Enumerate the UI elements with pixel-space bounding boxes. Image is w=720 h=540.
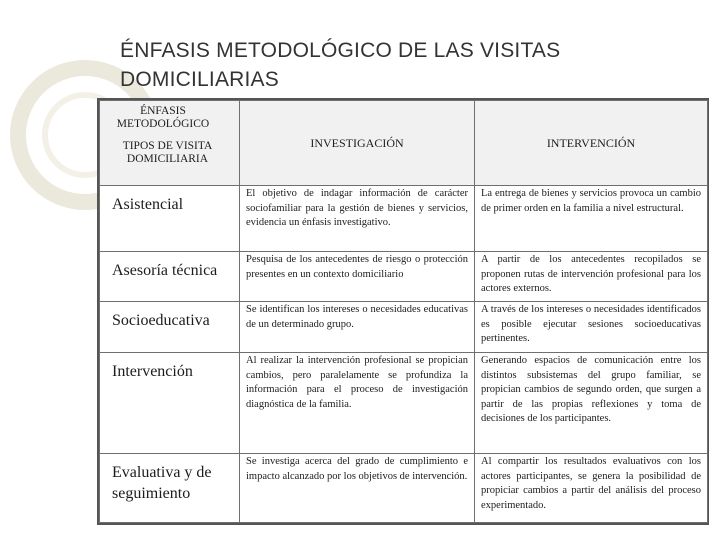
header-intervencion: INTERVENCIÓN bbox=[475, 101, 708, 186]
row-intervencion: Generando espacios de comunicación entre los distintos subsistemas del grupo familiar, se propician cambios de segundo orden, que surgen a partir de las propias reflexiones y toma de decisiones de los participantes. bbox=[475, 353, 708, 454]
table-header-row bbox=[100, 101, 708, 186]
header-corner-cell bbox=[100, 101, 240, 186]
table-row bbox=[100, 353, 708, 454]
row-intervencion: A través de los intereses o necesidades identificados es posible ejecutar sesiones socioeducativas pertinentes. bbox=[475, 302, 708, 353]
row-intervencion: A partir de los antecedentes recopilados se proponen rutas de intervención profesional para los actores externos. bbox=[475, 252, 708, 302]
row-intervencion: La entrega de bienes y servicios provoca un cambio de primer orden en la familia a nivel estructural. bbox=[475, 186, 708, 252]
row-type: Evaluativa y de seguimiento bbox=[100, 454, 240, 523]
methodology-table bbox=[97, 98, 709, 525]
row-investigacion: Al realizar la intervención profesional se propician cambios, pero paralelamente se profundiza la información para el proceso de investigación diagnóstica de la familia. bbox=[240, 353, 475, 454]
header-enfasis-label: ÉNFASIS METODOLÓGICO bbox=[116, 105, 210, 130]
row-type: Asistencial bbox=[100, 186, 240, 252]
row-investigacion: Se investiga acerca del grado de cumplimiento e impacto alcanzado por los objetivos de intervención. bbox=[240, 454, 475, 523]
table-row bbox=[100, 252, 708, 302]
header-investigacion: INVESTIGACIÓN bbox=[240, 101, 475, 186]
row-investigacion: Pesquisa de los antecedentes de riesgo o protección presentes en un contexto domiciliario bbox=[240, 252, 475, 302]
table-row bbox=[100, 454, 708, 523]
header-tipos-label: TIPOS DE VISITA DOMICILIARIA bbox=[122, 140, 213, 165]
table-row bbox=[100, 186, 708, 252]
row-investigacion: El objetivo de indagar información de carácter sociofamiliar para la gestión de bienes y servicios, evidencia un énfasis investigativo. bbox=[240, 186, 475, 252]
table-row bbox=[100, 302, 708, 353]
row-type: Asesoría técnica bbox=[100, 252, 240, 302]
slide-title: ÉNFASIS METODOLÓGICO DE LAS VISITAS DOMICILIARIAS bbox=[120, 39, 561, 91]
row-investigacion: Se identifican los intereses o necesidades educativas de un determinado grupo. bbox=[240, 302, 475, 353]
row-intervencion: Al compartir los resultados evaluativos con los actores participantes, se genera la posibilidad de propiciar cambios a partir del análisis del proceso experimentado. bbox=[475, 454, 708, 523]
row-type: Socioeducativa bbox=[100, 302, 240, 353]
row-type: Intervención bbox=[100, 353, 240, 454]
